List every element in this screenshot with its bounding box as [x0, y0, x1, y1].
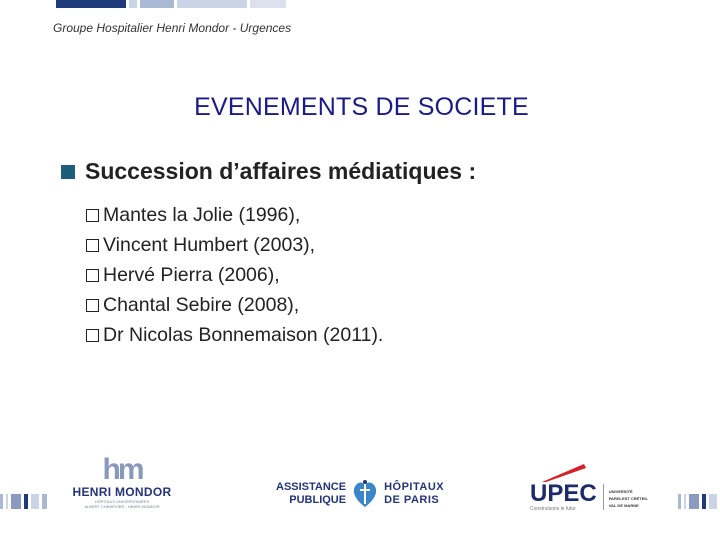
upec-divider	[603, 484, 604, 510]
main-bullet-text: Succession d’affaires médiatiques :	[85, 158, 477, 184]
aphp-logo	[276, 478, 444, 510]
upec-logo-subtitle: UNIVERSITÉ	[608, 489, 633, 494]
aphp-heart-icon	[350, 478, 380, 510]
hm-logo-subtitle: HÔPITAUX UNIVERSITAIRES	[94, 499, 150, 504]
aphp-text-line: DE PARIS	[384, 494, 440, 506]
hollow-square-bullet-icon	[86, 299, 99, 312]
list-item	[86, 200, 383, 230]
upec-logo-name: UPEC	[530, 480, 597, 507]
hollow-square-bullet-icon	[86, 269, 99, 282]
accent-bar	[129, 0, 137, 8]
aphp-text-line: ASSISTANCE	[276, 481, 347, 493]
right-decorative-dashes	[678, 494, 720, 509]
upec-logo-subtitle: VAL DE MARNE	[608, 503, 639, 508]
dash	[42, 494, 47, 509]
list-item-text: Hervé Pierra (2006),	[103, 263, 280, 286]
hm-logo-subtitle: ALBERT CHENEVIER - HENRI MONDOR	[84, 504, 160, 509]
dash	[689, 494, 699, 509]
aphp-logo-right-text	[384, 481, 444, 507]
list-item-text: Dr Nicolas Bonnemaison (2011).	[103, 323, 384, 346]
list-item	[86, 320, 383, 350]
square-bullet-icon	[61, 165, 75, 179]
hm-logo-letters: hm	[102, 453, 142, 486]
dash	[684, 494, 686, 509]
list-item-text: Vincent Humbert (2003),	[103, 233, 316, 256]
dash	[31, 494, 39, 509]
accent-bar	[177, 0, 247, 8]
upec-logo-subtitle: PARIS-EST CRÉTEIL	[608, 496, 648, 501]
dash	[709, 494, 717, 509]
accent-bar	[56, 0, 126, 8]
list-item	[86, 290, 383, 320]
sub-bullet-list	[86, 200, 383, 350]
henri-mondor-logo	[72, 455, 172, 509]
list-item-text: Chantal Sebire (2008),	[103, 293, 300, 316]
upec-logo-tagline: Construisons le futur	[530, 506, 576, 512]
dash	[6, 494, 8, 509]
list-item	[86, 230, 383, 260]
list-item	[86, 260, 383, 290]
aphp-logo-left-text	[276, 481, 346, 507]
dash	[24, 494, 28, 509]
left-decorative-dashes	[0, 494, 50, 509]
hollow-square-bullet-icon	[86, 239, 99, 252]
accent-bar	[140, 0, 174, 8]
list-item-text: Mantes la Jolie (1996),	[103, 203, 301, 226]
slide-title: EVENEMENTS DE SOCIETE	[194, 93, 529, 121]
dash	[702, 494, 706, 509]
hollow-square-bullet-icon	[86, 329, 99, 342]
hm-logo-name: HENRI MONDOR	[72, 485, 172, 499]
hollow-square-bullet-icon	[86, 209, 99, 222]
upec-logo	[530, 460, 648, 512]
header-text: Groupe Hospitalier Henri Mondor - Urgences	[53, 21, 292, 35]
accent-bar	[250, 0, 286, 8]
aphp-text-line: HÔPITAUX	[384, 481, 445, 493]
dash	[11, 494, 21, 509]
main-bullet	[61, 158, 476, 185]
aphp-text-line: PUBLIQUE	[289, 494, 347, 506]
top-accent-bars	[56, 0, 289, 8]
dash	[0, 494, 3, 509]
dash	[678, 494, 681, 509]
upec-red-swoosh-icon	[530, 460, 590, 482]
